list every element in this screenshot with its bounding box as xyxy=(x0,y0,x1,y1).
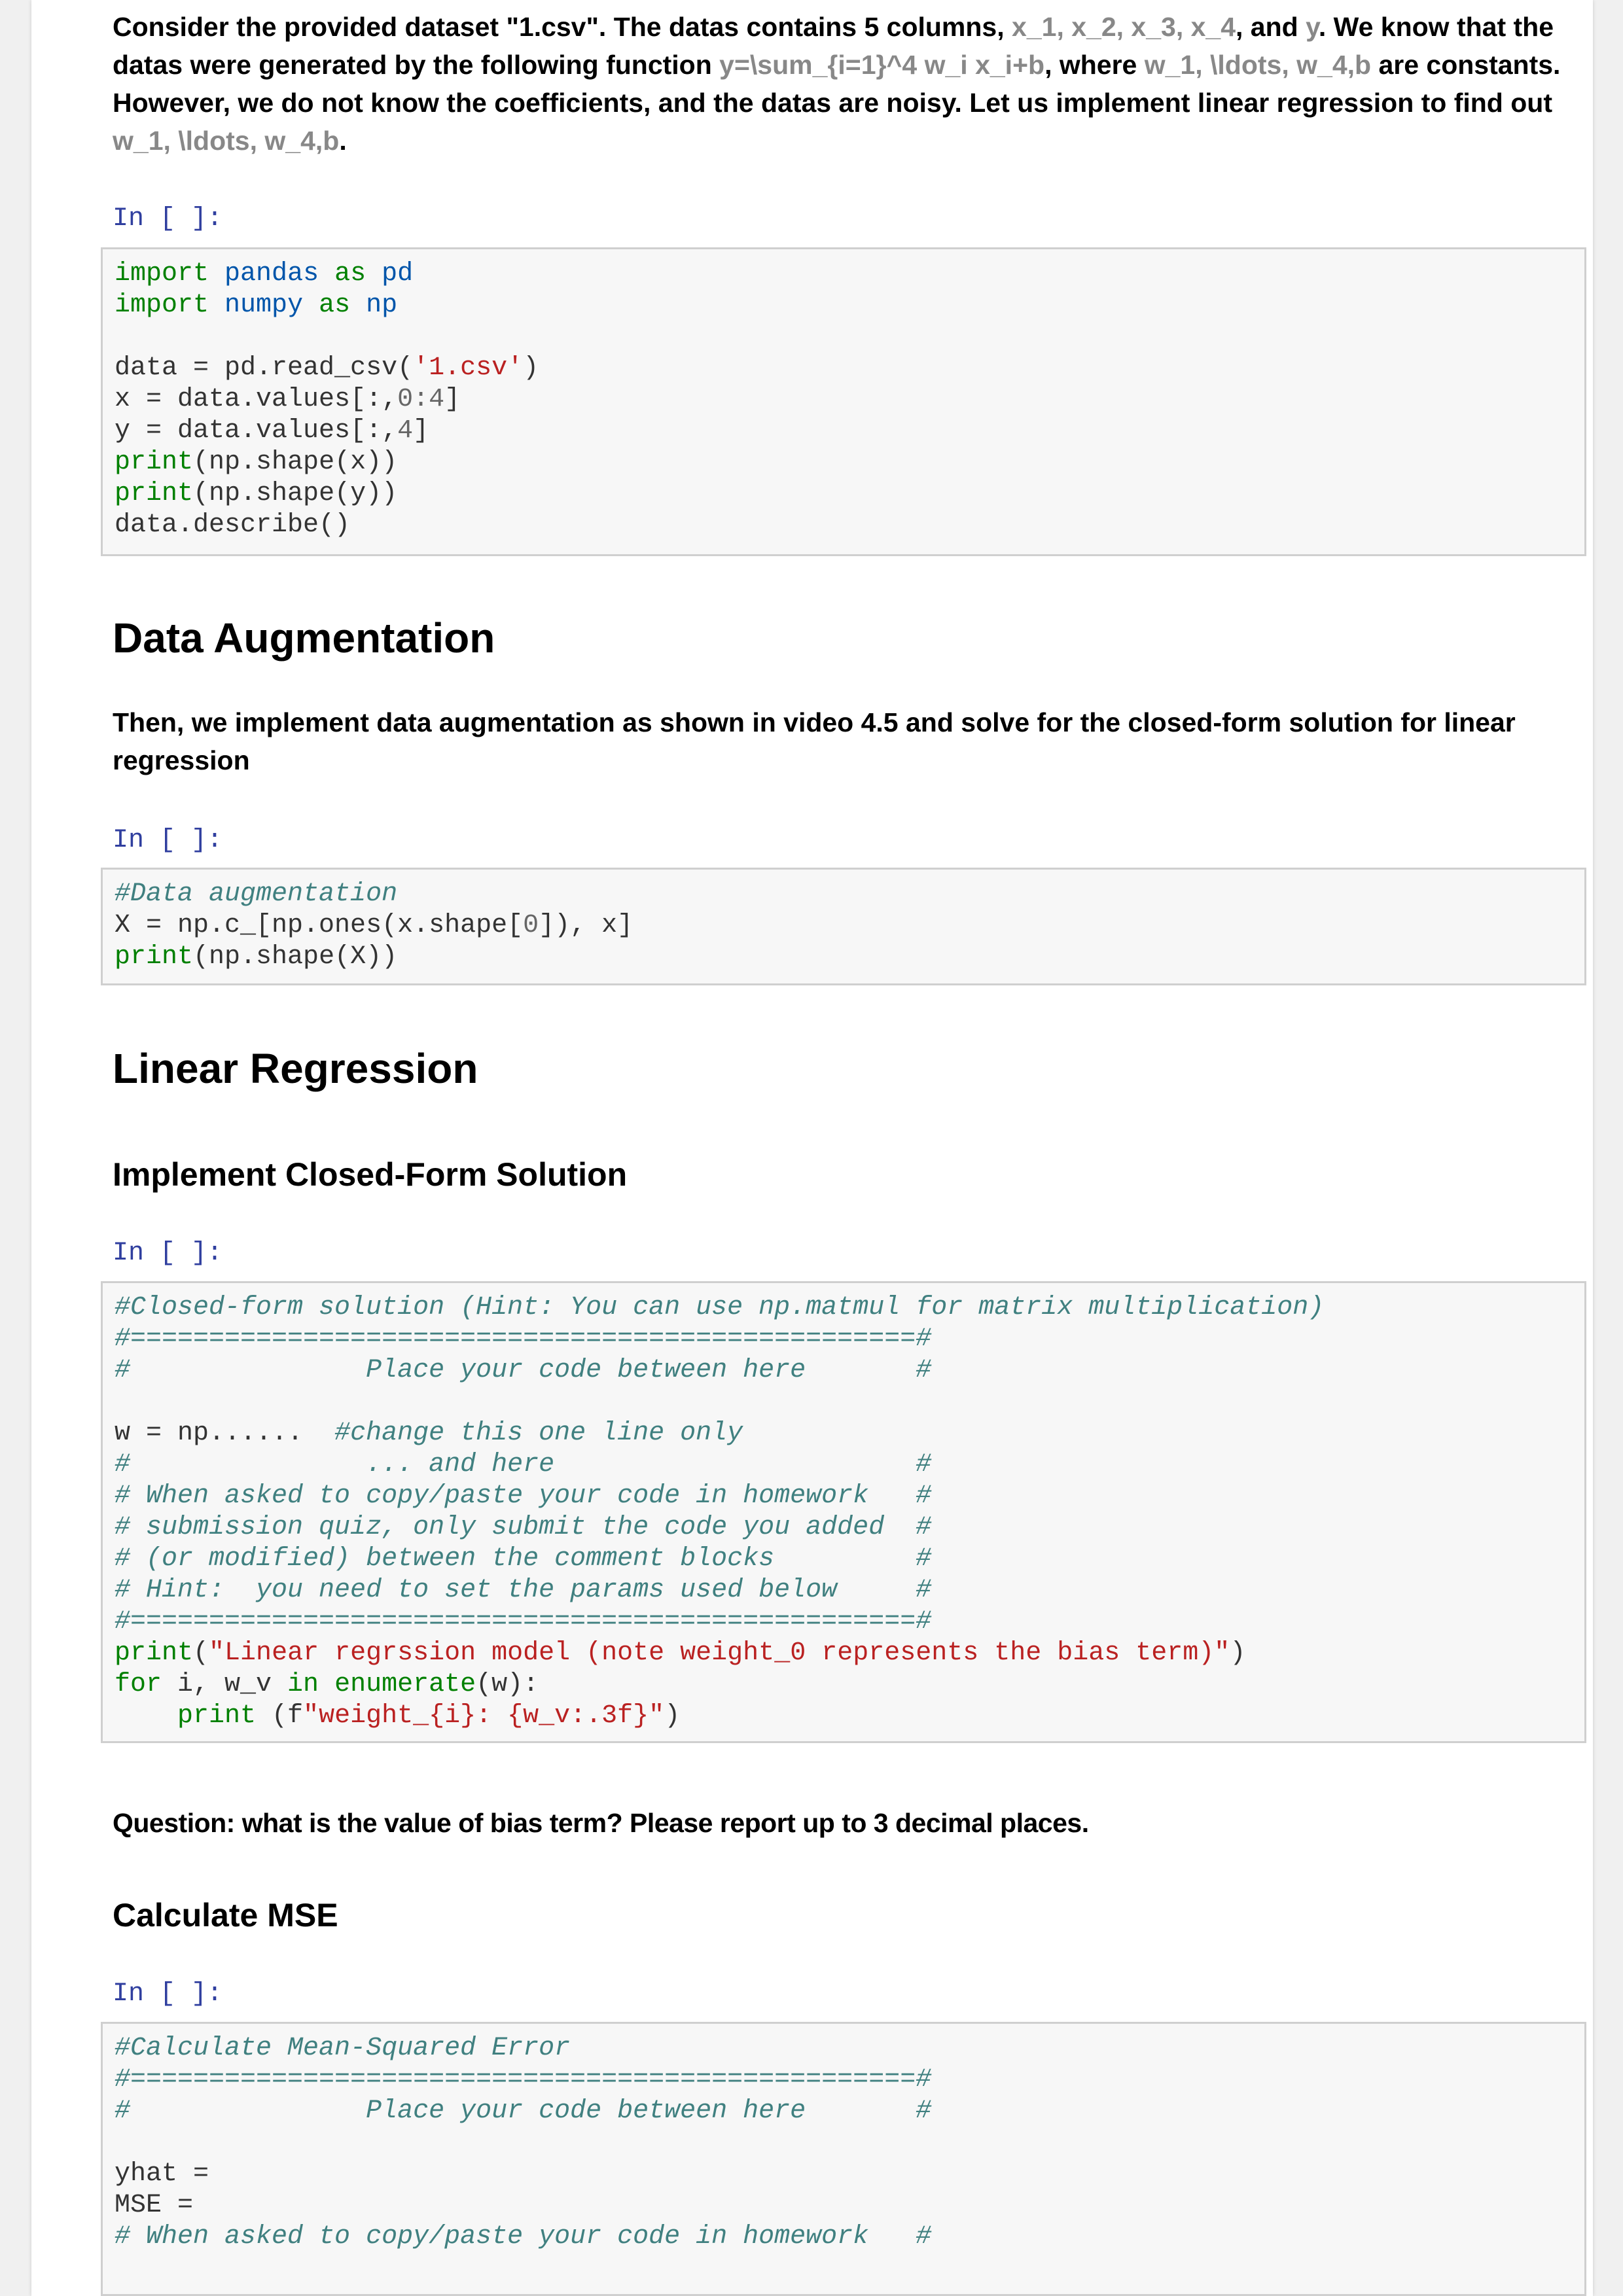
code-token: print xyxy=(115,479,194,508)
subsection-heading: Calculate MSE xyxy=(113,1897,338,1934)
question-text: Question: what is the value of bias term? Please report up to 3 decimal places. xyxy=(113,1808,1089,1838)
code-token: print xyxy=(115,942,194,972)
intro-y-column: y xyxy=(1306,12,1319,42)
code-token: (np.shape(X)) xyxy=(193,942,398,972)
code-token: np xyxy=(366,291,398,320)
code-token: import xyxy=(115,259,209,289)
code-cell-closed-form[interactable] xyxy=(101,1281,1586,1743)
code-token: (w): xyxy=(476,1670,539,1699)
section-heading: Data Augmentation xyxy=(113,614,495,662)
input-prompt: In [ ]: xyxy=(113,1239,223,1268)
code-editor[interactable] xyxy=(103,1283,1584,1741)
code-token: in xyxy=(287,1670,319,1699)
code-token: # Hint: you need to set the params used below # xyxy=(115,1576,932,1605)
intro-formula: y=\sum_{i=1}^4 w_i x_i+b xyxy=(719,50,1045,80)
code-token: import xyxy=(115,291,209,320)
intro-columns: x_1, x_2, x_3, x_4 xyxy=(1012,12,1236,42)
code-token: # (or modified) between the comment blocks # xyxy=(115,1544,932,1574)
code-token: {w_v:.3f} xyxy=(507,1701,649,1731)
intro-text: , where xyxy=(1044,50,1145,80)
code-token: '1.csv' xyxy=(413,353,524,383)
code-token: : xyxy=(476,1701,508,1731)
code-token: X = np.c_[np.ones(x.shape[ xyxy=(115,911,524,940)
code-token: "Linear regrssion model (note weight_0 represents the bias term)" xyxy=(209,1638,1230,1668)
heading-calculate-mse xyxy=(113,1896,1585,1934)
notebook-page xyxy=(31,0,1593,2296)
code-token: #==================================================# xyxy=(115,2065,932,2094)
code-token: for xyxy=(115,1670,162,1699)
code-token xyxy=(115,1701,177,1731)
code-token: ) xyxy=(523,353,539,383)
code-token: 0:4 xyxy=(397,385,445,414)
code-token: data = pd.read_csv( xyxy=(115,353,414,383)
intro-text: are constants. However, we do not know the coefficients, and the datas are noisy. Let us implement linear regression to find out xyxy=(113,50,1561,118)
code-token: pd xyxy=(382,259,414,289)
code-cell-augmentation[interactable] xyxy=(101,868,1586,985)
heading-linear-regression xyxy=(113,1044,1585,1093)
code-token: ] xyxy=(444,385,461,414)
input-prompt: In [ ]: xyxy=(113,1979,223,2009)
code-token: #Calculate Mean-Squared Error xyxy=(115,2034,571,2063)
code-token: ] xyxy=(413,416,429,446)
code-token: # submission quiz, only submit the code you added # xyxy=(115,1513,932,1542)
code-token: " xyxy=(649,1701,665,1731)
code-token: # When asked to copy/paste your code in homework # xyxy=(115,2222,932,2252)
code-token: as xyxy=(334,259,366,289)
code-token: (np.shape(x)) xyxy=(193,448,398,477)
code-token: print xyxy=(115,448,194,477)
code-token: y = data.values[:, xyxy=(115,416,398,446)
input-prompt: In [ ]: xyxy=(113,826,223,855)
intro-target: w_1, \ldots, w_4,b xyxy=(113,126,340,156)
code-token: print xyxy=(177,1701,257,1731)
intro-text: Consider the provided dataset "1.csv". The datas contains 5 columns, xyxy=(113,12,1012,42)
code-token: x = data.values[:, xyxy=(115,385,398,414)
code-editor[interactable] xyxy=(103,870,1584,982)
intro-constants: w_1, \ldots, w_4,b xyxy=(1144,50,1372,80)
input-prompt: In [ ]: xyxy=(113,204,223,234)
code-token: ) xyxy=(1230,1638,1246,1668)
code-token: # Place your code between here # xyxy=(115,1356,932,1385)
code-cell-mse[interactable] xyxy=(101,2022,1586,2296)
code-token: as xyxy=(319,291,351,320)
code-token: ( xyxy=(193,1638,209,1668)
code-token: data.describe() xyxy=(115,510,351,540)
code-token: ]), x] xyxy=(539,911,633,940)
code-token: #change this one line only xyxy=(334,1419,743,1448)
code-token: i, w_v xyxy=(162,1670,288,1699)
code-token: # ... and here # xyxy=(115,1450,932,1479)
code-token: #Closed-form solution (Hint: You can use np.matmul for matrix multiplication) xyxy=(115,1293,1325,1322)
heading-closed-form xyxy=(113,1156,1585,1193)
code-token: # When asked to copy/paste your code in homework # xyxy=(115,1481,932,1511)
code-token: numpy xyxy=(224,291,304,320)
intro-text: . xyxy=(339,126,347,156)
code-editor[interactable] xyxy=(103,249,1584,550)
code-token: #Data augmentation xyxy=(115,879,398,909)
code-token: #==================================================# xyxy=(115,1324,932,1354)
code-token: "weight_ xyxy=(303,1701,429,1731)
augmentation-description: Then, we implement data augmentation as shown in video 4.5 and solve for the closed-form solution for linear regression xyxy=(113,707,1516,775)
code-token: ) xyxy=(664,1701,681,1731)
code-editor[interactable] xyxy=(103,2024,1584,2262)
code-token: (f xyxy=(256,1701,304,1731)
intro-text: , and xyxy=(1236,12,1306,42)
code-token: enumerate xyxy=(319,1670,476,1699)
subsection-heading: Implement Closed-Form Solution xyxy=(113,1156,628,1193)
code-token: #==================================================# xyxy=(115,1607,932,1636)
heading-data-augmentation xyxy=(113,614,1585,662)
code-token: 4 xyxy=(397,416,414,446)
intro-paragraph xyxy=(113,8,1585,160)
code-token: 0 xyxy=(523,911,539,940)
code-token: print xyxy=(115,1638,194,1668)
code-token: w = np...... xyxy=(115,1419,335,1448)
code-token: # Place your code between here # xyxy=(115,2096,932,2126)
code-token: yhat = xyxy=(115,2159,225,2189)
code-token: (np.shape(y)) xyxy=(193,479,398,508)
code-cell-load-data[interactable] xyxy=(101,247,1586,556)
code-token: {i} xyxy=(429,1701,476,1731)
section-heading: Linear Regression xyxy=(113,1045,478,1092)
intro-text: . We know that the datas were generated by the following function xyxy=(113,12,1554,80)
code-token: pandas xyxy=(224,259,319,289)
code-token: MSE = xyxy=(115,2191,209,2220)
